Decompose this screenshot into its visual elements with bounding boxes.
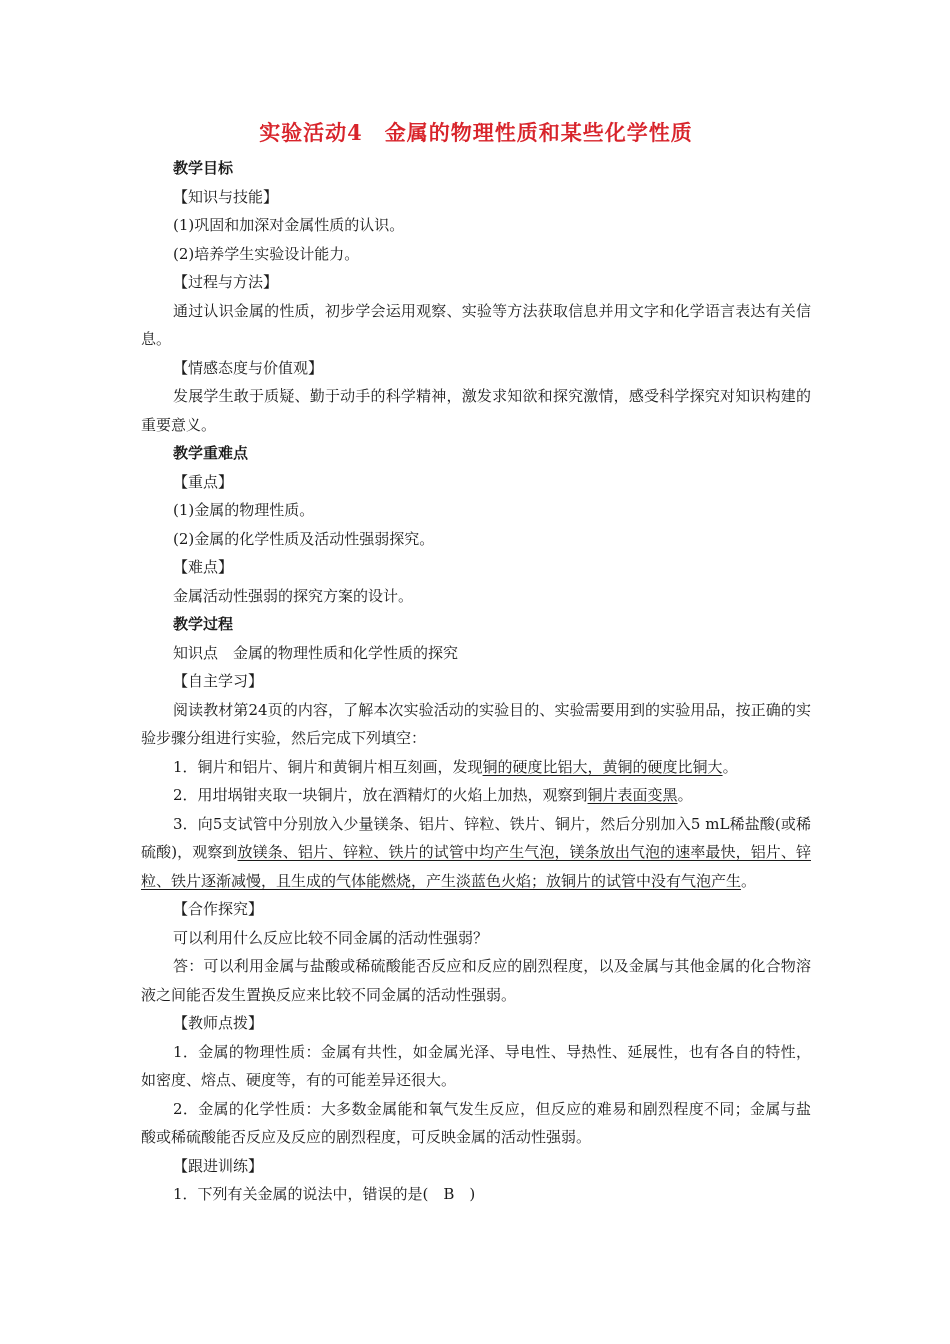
- fill-question-2: 2．用坩埚钳夹取一块铜片，放在酒精灯的火焰上加热，观察到铜片表面变黑。: [173, 786, 693, 804]
- key-point-item: (1)金属的物理性质。: [173, 501, 315, 519]
- paragraph: 通过认识金属的性质，初步学会运用观察、实验等方法获取信息并用文字和化学语言表达有关信息。: [141, 301, 811, 348]
- subheading-knowledge-skills: 【知识与技能】: [173, 187, 279, 206]
- heading-teaching-goals: 教学目标: [173, 159, 234, 177]
- knowledge-point-title: 知识点 金属的物理性质和化学性质的探究: [173, 643, 459, 662]
- goal-item: (1)巩固和加深对金属性质的认识。: [173, 216, 405, 234]
- key-point-item: (2)金属的化学性质及活动性强弱探究。: [173, 529, 435, 548]
- teacher-tip: 2．金属的化学性质：大多数金属能和氧气发生反应，但反应的难易和剧烈程度不同；金属与盐酸或稀硫酸能否反应及反应的剧烈程度，可反映金属的活动性强弱。: [141, 1099, 811, 1146]
- inquiry-answer: 答：可以利用金属与盐酸或稀硫酸能否反应和反应的剧烈程度，以及金属与其他金属的化合物溶液之间能否发生置换反应来比较不同金属的活动性强弱。: [141, 957, 811, 1004]
- subheading-difficult-points: 【难点】: [173, 558, 234, 576]
- document-page: [141, 118, 811, 1209]
- paragraph: 阅读教材第24页的内容，了解本次实验活动的实验目的、实验需要用到的实验用品，按正确的实验步骤分组进行实验，然后完成下列填空：: [141, 700, 811, 747]
- subheading-key-points: 【重点】: [173, 472, 234, 491]
- fill-question-1: 1．铜片和铝片、铜片和黄铜片相互刻画，发现铜的硬度比铝大，黄铜的硬度比铜大。: [173, 757, 738, 776]
- goal-item: (2)培养学生实验设计能力。: [173, 244, 360, 263]
- answer-blank: 放镁条、铝片、锌粒、铁片的试管中均产生气泡，镁条放出气泡的速率最快，铝片、锌粒、铁片逐渐减慢，且生成的气体能燃烧，产生淡蓝色火焰；放铜片的试管中没有气泡产生: [141, 843, 811, 890]
- inquiry-question: 可以利用什么反应比较不同金属的活动性强弱？: [173, 928, 489, 947]
- answer-blank: 铜片表面变黑: [587, 786, 678, 804]
- paragraph: 发展学生敢于质疑、勤于动手的科学精神，激发求知欲和探究激情，感受科学探究对知识构建的重要意义。: [141, 387, 811, 434]
- exercise-question: 1．下列有关金属的说法中，错误的是( B ): [173, 1185, 476, 1203]
- subheading-teacher-tips: 【教师点拨】: [173, 1014, 264, 1032]
- fill-question-3: 3．向5支试管中分别放入少量镁条、铝片、锌粒、铁片、铜片，然后分别加入5 mL稀盐酸(或稀硫酸)，观察到放镁条、铝片、锌粒、铁片的试管中均产生气泡，镁条放出气泡的速率最快，铝片、锌粒、铁片逐渐减慢，且生成的气体能燃烧，产生淡蓝色火焰；放铜片的试管中没有气泡产生。: [141, 814, 811, 890]
- subheading-process-method: 【过程与方法】: [173, 273, 279, 291]
- heading-teaching-process: 教学过程: [173, 615, 234, 633]
- subheading-self-study: 【自主学习】: [173, 672, 264, 690]
- heading-key-difficult-points: 教学重难点: [173, 444, 249, 462]
- subheading-attitude-values: 【情感态度与价值观】: [173, 358, 324, 377]
- teacher-tip: 1．金属的物理性质：金属有共性，如金属光泽、导电性、导热性、延展性，也有各自的特性，如密度、熔点、硬度等，有的可能差异还很大。: [141, 1042, 811, 1089]
- answer-blank: 铜的硬度比铝大，黄铜的硬度比铜大: [482, 757, 723, 776]
- document-title: 实验活动4 金属的物理性质和某些化学性质: [259, 120, 693, 145]
- paragraph: 金属活动性强弱的探究方案的设计。: [173, 586, 414, 605]
- subheading-cooperative-inquiry: 【合作探究】: [173, 900, 264, 918]
- subheading-follow-up-training: 【跟进训练】: [173, 1156, 264, 1175]
